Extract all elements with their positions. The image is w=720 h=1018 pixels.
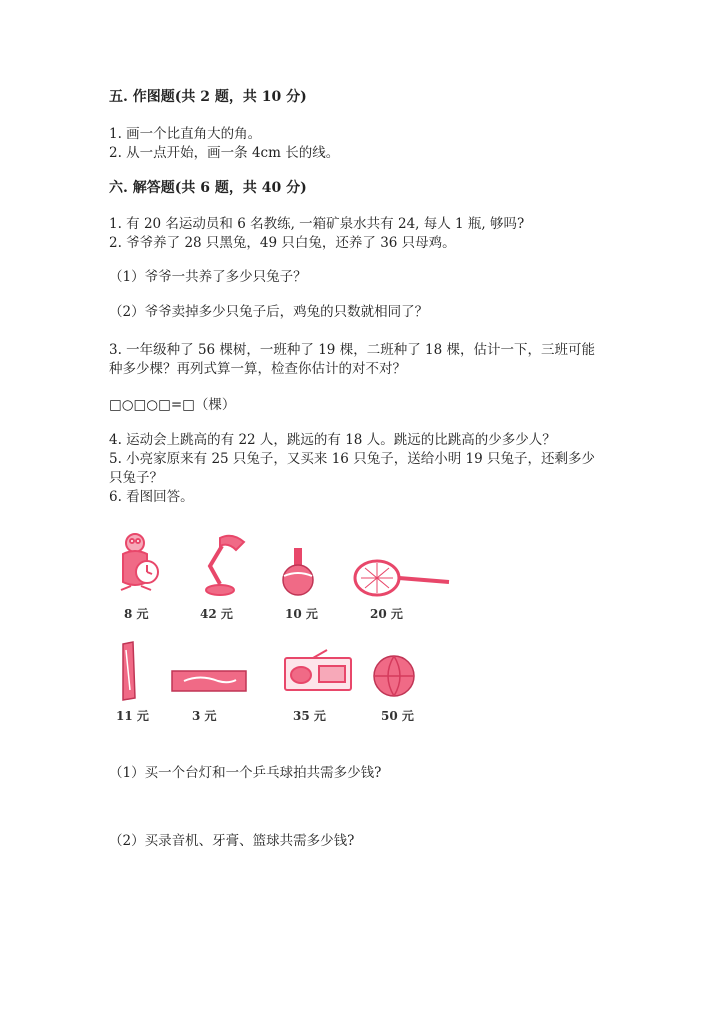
penguin-clock-icon <box>117 530 165 596</box>
price-radio-recorder: 35 元 <box>293 709 326 723</box>
radio-recorder-icon <box>283 648 353 692</box>
price-tennis-racket: 20 元 <box>370 607 403 621</box>
question-6-1: 1. 有 20 名运动员和 6 名教练, 一箱矿泉水共有 24, 每人 1 瓶, 够吗? <box>109 216 525 232</box>
price-pencil-case: 11 元 <box>116 709 149 723</box>
question-6-6-part2: （2）买录音机、牙膏、篮球共需多少钱? <box>109 833 355 849</box>
pencil-case-icon <box>117 640 139 702</box>
toothpaste-icon <box>170 668 248 694</box>
section-6-title: 六. 解答题(共 6 题，共 40 分) <box>109 180 307 196</box>
question-6-3-formula: □○□○□=□（棵） <box>109 397 236 413</box>
price-toothpaste: 3 元 <box>192 709 217 723</box>
question-6-3-line2: 种多少棵？再列式算一算，检查你估计的对不对？ <box>109 361 406 377</box>
desk-lamp-icon <box>198 532 252 598</box>
question-6-4: 4. 运动会上跳高的有 22 人，跳远的有 18 人。跳远的比跳高的少多少人？ <box>109 432 556 448</box>
price-penguin-clock: 8 元 <box>124 607 149 621</box>
question-6-2-part2: （2）爷爷卖掉多少只兔子后，鸡兔的只数就相同了？ <box>109 304 429 320</box>
question-6-6: 6. 看图回答。 <box>109 489 194 505</box>
question-6-5-line2: 只兔子？ <box>109 470 163 486</box>
ping-pong-paddle-icon <box>281 548 315 598</box>
price-desk-lamp: 42 元 <box>200 607 233 621</box>
question-6-2: 2. 爷爷养了 28 只黑兔，49 只白兔，还养了 36 只母鸡。 <box>109 235 456 251</box>
tennis-racket-icon <box>353 558 451 598</box>
question-6-2-part1: （1）爷爷一共养了多少只兔子？ <box>109 269 307 285</box>
question-5-1: 1. 画一个比直角大的角。 <box>109 126 262 142</box>
question-6-3-line1: 3. 一年级种了 56 棵树，一班种了 19 棵，二班种了 18 棵，估计一下，三班可能 <box>109 342 595 358</box>
price-ping-pong-paddle: 10 元 <box>285 607 318 621</box>
question-5-2: 2. 从一点开始，画一条 4cm 长的线。 <box>109 145 340 161</box>
section-5-title: 五. 作图题(共 2 题，共 10 分) <box>109 89 307 105</box>
price-basketball: 50 元 <box>381 709 414 723</box>
question-6-5-line1: 5. 小亮家原来有 25 只兔子，又买来 16 只兔子，送给小明 19 只兔子，还剩多少 <box>109 451 595 467</box>
question-6-6-part1: （1）买一个台灯和一个乒乓球拍共需多少钱? <box>109 765 382 781</box>
basketball-icon <box>372 654 416 698</box>
